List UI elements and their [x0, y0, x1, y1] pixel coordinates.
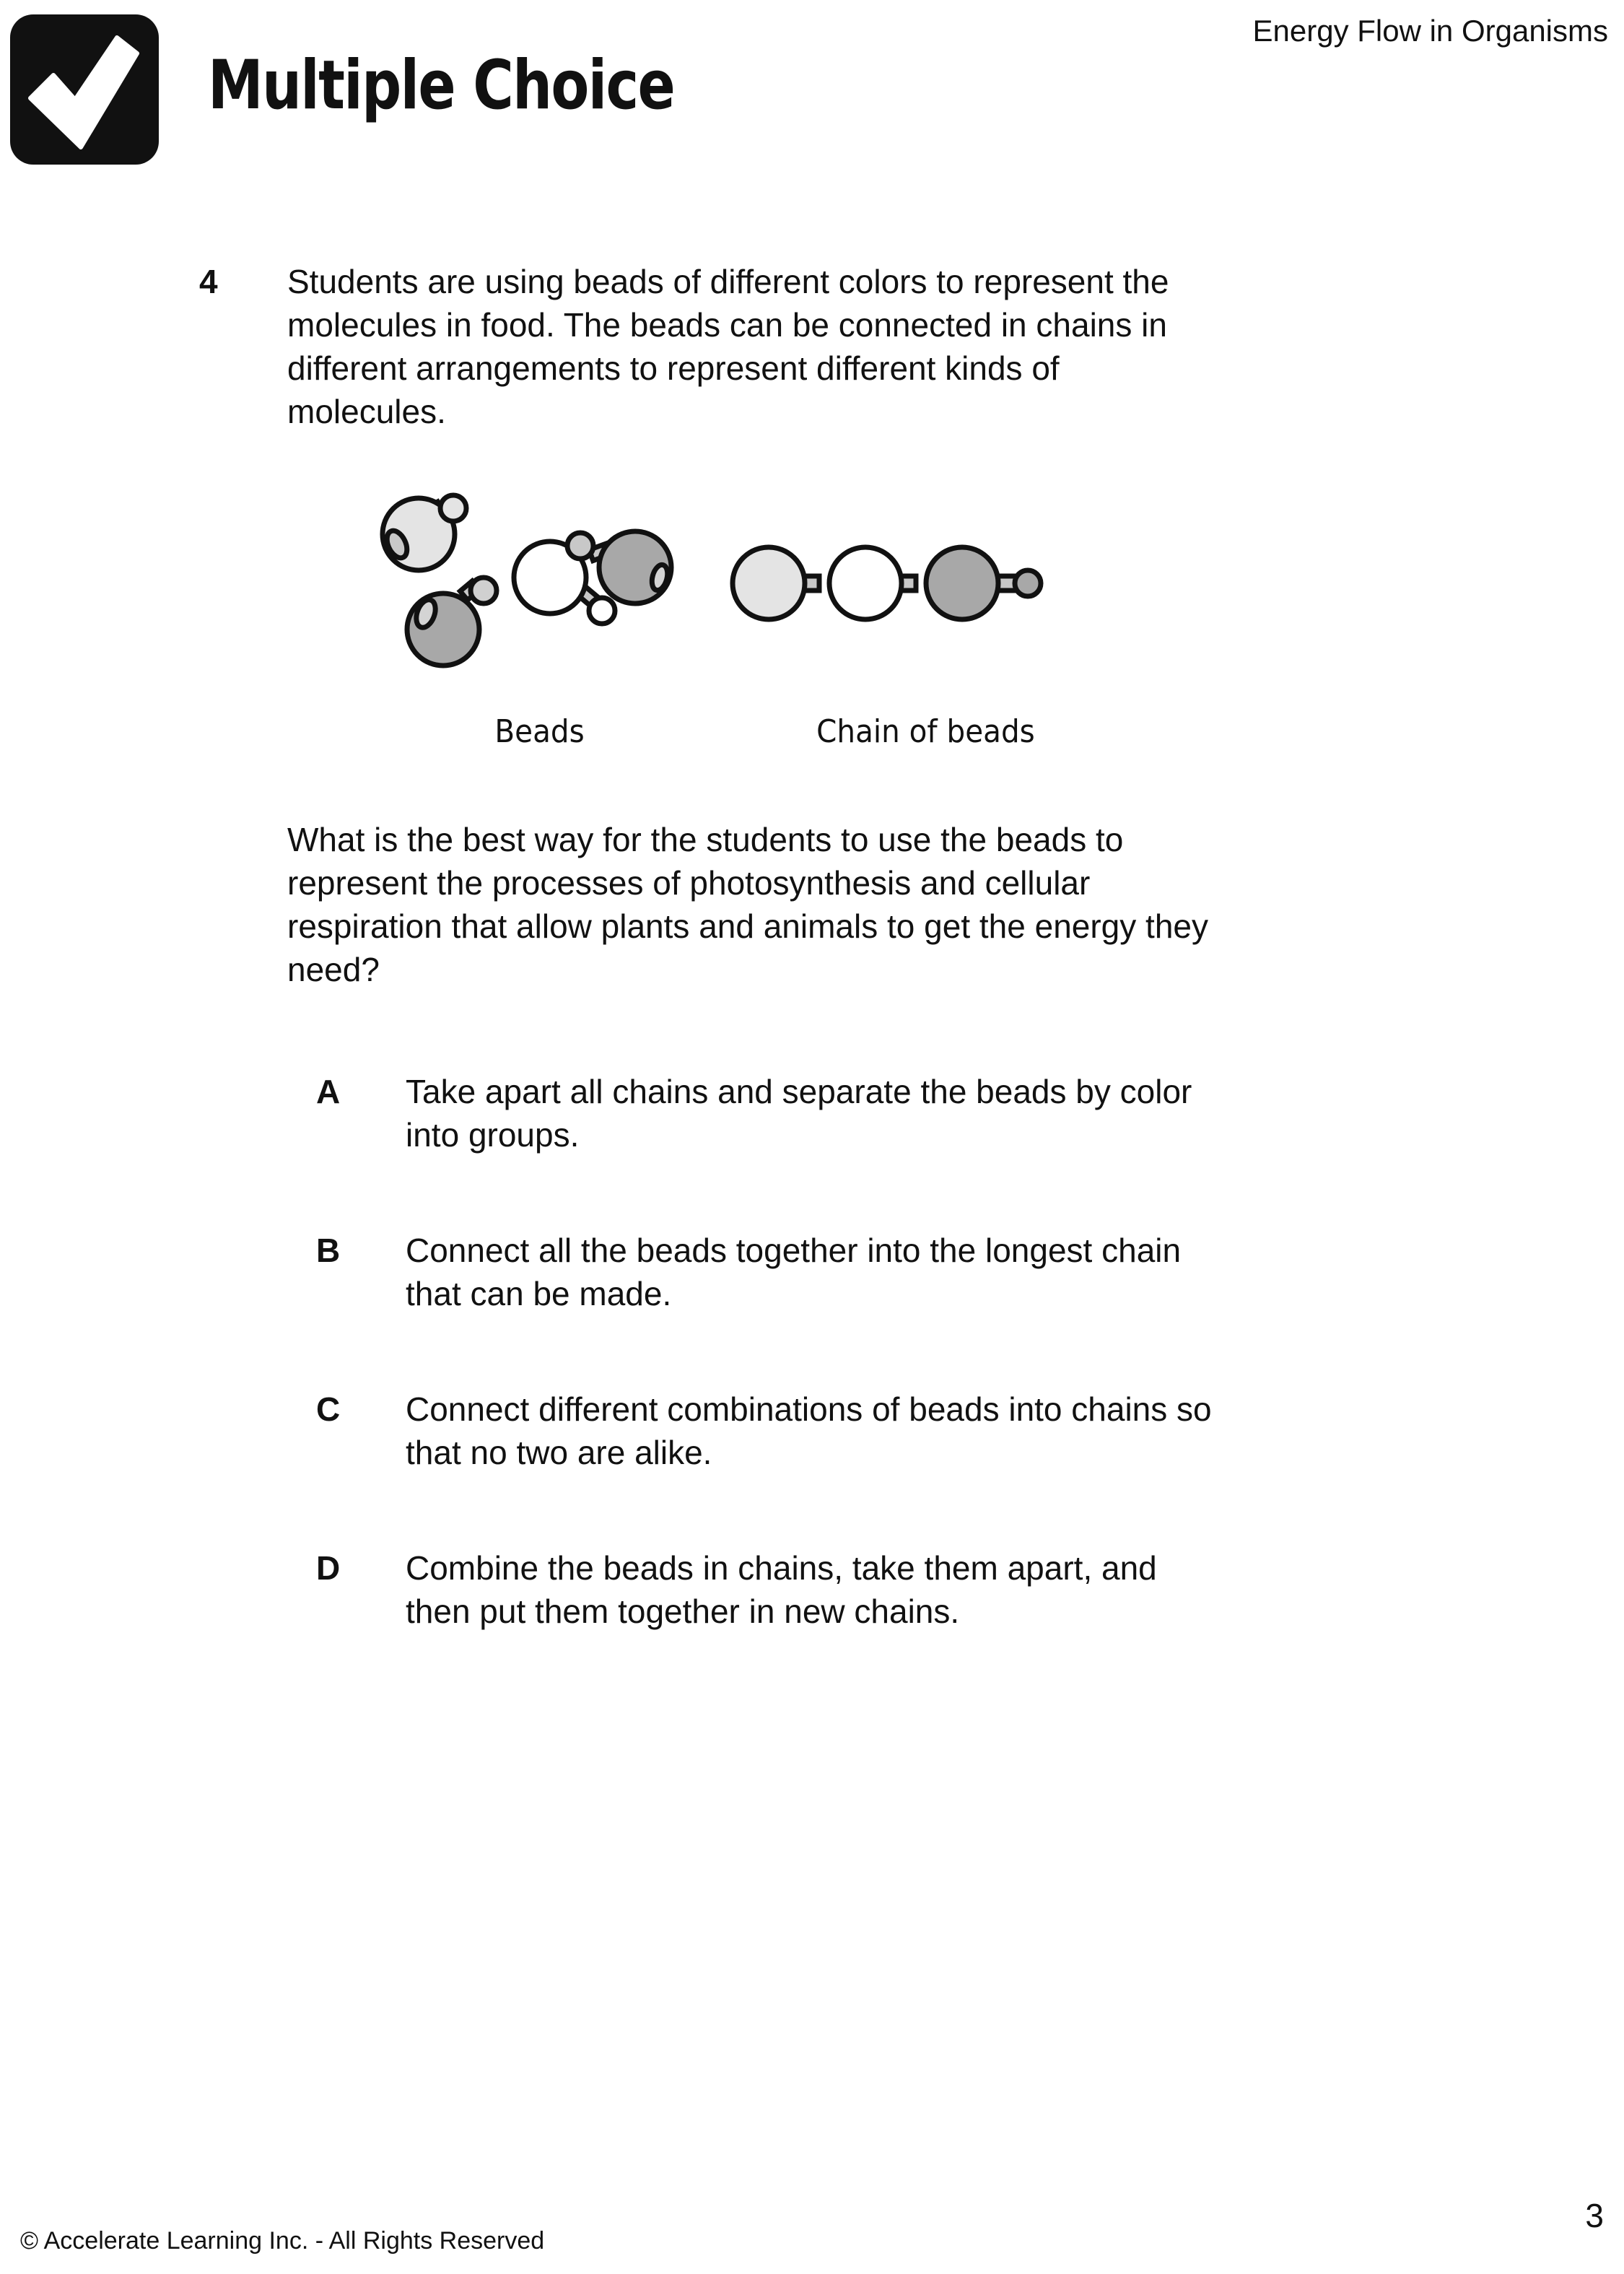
chain-caption: Chain of beads: [816, 713, 1035, 750]
option-c-letter[interactable]: C: [316, 1390, 341, 1428]
bead-chain-illustration: [733, 547, 1041, 619]
option-d-text[interactable]: [406, 1546, 1315, 1633]
stem-line: Students are using beads of different colors to represent the: [287, 263, 1169, 300]
prompt-line: respiration that allow plants and animals to get the energy they: [287, 907, 1208, 945]
beads-caption: Beads: [494, 713, 585, 750]
option-line: that no two are alike.: [406, 1434, 712, 1471]
option-line: Connect all the beads together into the longest chain: [406, 1232, 1182, 1269]
question-number: 4: [199, 263, 218, 300]
option-d-letter[interactable]: D: [316, 1549, 341, 1587]
prompt-line: need?: [287, 951, 380, 988]
loose-beads-illustration: [383, 495, 671, 666]
option-b-text[interactable]: [406, 1229, 1315, 1315]
option-line: that can be made.: [406, 1275, 672, 1312]
option-line: Connect different combinations of beads into chains so: [406, 1390, 1212, 1428]
option-a-letter[interactable]: A: [316, 1073, 341, 1110]
page-title: Multiple Choice: [208, 46, 675, 125]
option-line: Combine the beads in chains, take them apart, and: [406, 1549, 1157, 1587]
option-b-letter[interactable]: B: [316, 1232, 341, 1269]
stem-line: different arrangements to represent different kinds of: [287, 349, 1060, 387]
question-stem: [287, 260, 1327, 433]
option-line: then put them together in new chains.: [406, 1593, 960, 1630]
option-c-text[interactable]: [406, 1388, 1315, 1474]
page-number: 3: [1585, 2197, 1604, 2234]
stem-line: molecules.: [287, 393, 446, 430]
beads-figure: [375, 476, 1097, 686]
prompt-line: represent the processes of photosynthesis and cellular: [287, 864, 1091, 902]
checkmark-badge-icon: [9, 13, 160, 166]
copyright-notice: © Accelerate Learning Inc. - All Rights Reserved: [20, 2227, 545, 2255]
option-a-text[interactable]: [406, 1070, 1315, 1156]
option-line: into groups.: [406, 1116, 580, 1154]
question-prompt: [287, 818, 1327, 991]
option-line: Take apart all chains and separate the beads by color: [406, 1073, 1192, 1110]
prompt-line: What is the best way for the students to use the beads to: [287, 821, 1124, 858]
stem-line: molecules in food. The beads can be connected in chains in: [287, 306, 1167, 344]
subject-label: Energy Flow in Organisms: [1252, 14, 1608, 48]
